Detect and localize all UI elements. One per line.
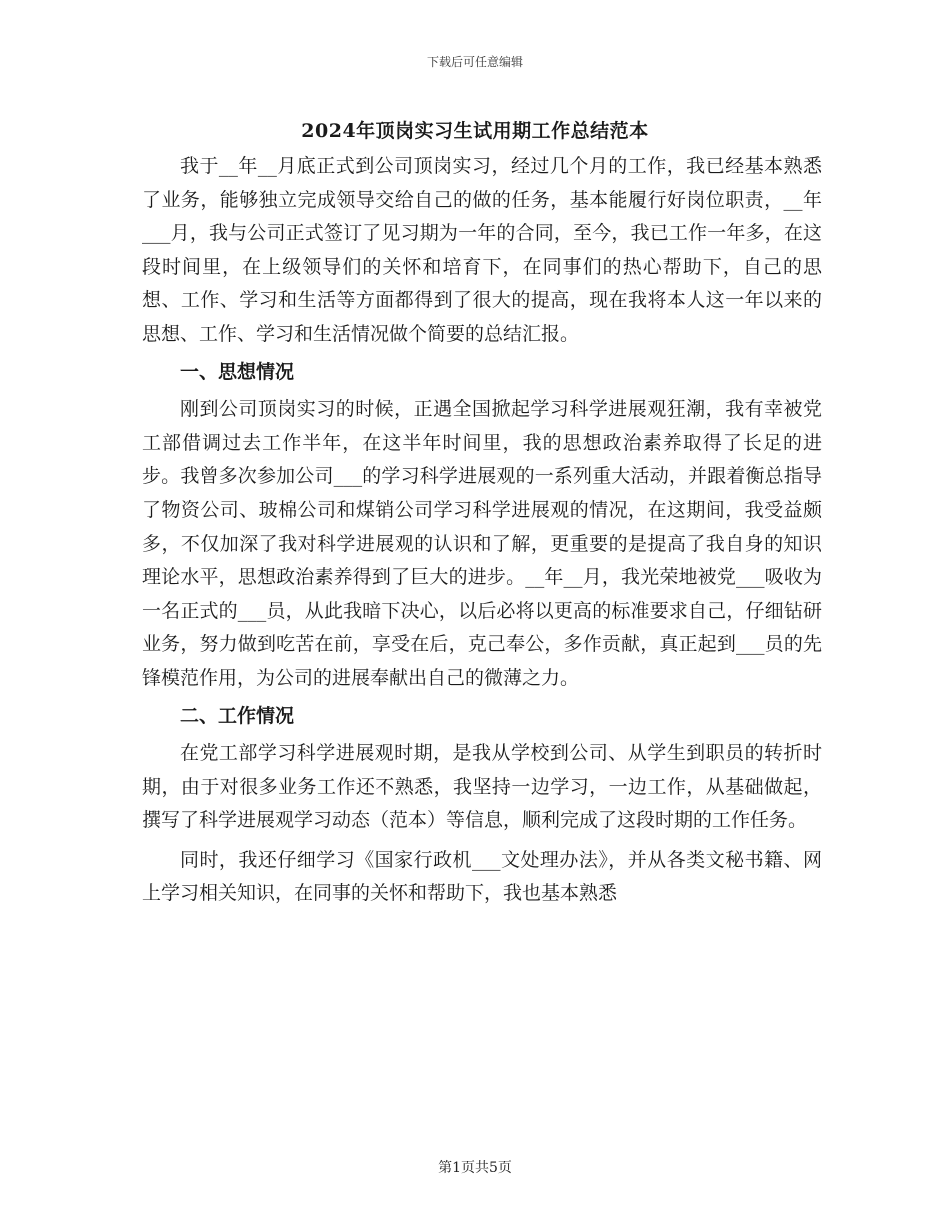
intro-paragraph: 我于__年__月底正式到公司顶岗实习，经过几个月的工作，我已经基本熟悉了业务，能够独立完成领导交给自己的做的任务，基本能履行好岗位职责，__年___月，我与公司正式签订了见习期为一年的合同，至今，我已工作一年多，在这段时间里，在上级领导们的关怀和培育下，在同事们的热心帮助下，自己的思想、工作、学习和生活等方面都得到了很大的提高，现在我将本人这一年以来的思想、工作、学习和生活情况做个简要的总结汇报。 — [142, 155, 822, 345]
work-paragraph-continued: 同时，我还仔细学习《国家行政机___文处理办法》，并从各类文秘书籍、网上学习相关知识，在同事的关怀和帮助下，我也基本熟悉 — [142, 848, 822, 905]
thought-paragraph: 刚到公司顶岗实习的时候，正遇全国掀起学习科学进展观狂潮，我有幸被党工部借调过去工作半年，在这半年时间里，我的思想政治素养取得了长足的进步。我曾多次参加公司___的学习科学进展观的一系列重大活动，并跟着衡总指导了物资公司、玻棉公司和煤销公司学习科学进展观的情况，在这期间，我受益颇多，不仅加深了我对科学进展观的认识和了解，更重要的是提高了我自身的知识理论水平，思想政治素养得到了巨大的进步。__年__月，我光荣地被党___吸收为一名正式的___员，从此我暗下决心，以后必将以更高的标准要求自己，仔细钻研业务，努力做到吃苦在前，享受在后，克己奉公，多作贡献，真正起到___员的先锋模范作用，为公司的进展奉献出自己的微薄之力。 — [142, 398, 822, 689]
page-number: 第1页共5页 — [438, 1160, 512, 1176]
document-body — [142, 150, 822, 911]
page-header-note: 下载后可任意编辑 — [426, 55, 523, 69]
work-paragraph: 在党工部学习科学进展观时期，是我从学校到公司、从学生到职员的转折时期，由于对很多业务工作还不熟悉，我坚持一边学习，一边工作，从基础做起，撰写了科学进展观学习动态（范本）等信息，顺利完成了这段时期的工作任务。 — [142, 742, 822, 832]
document-title: 2024年顶岗实习生试用期工作总结范本 — [301, 120, 649, 142]
section-heading-thought: 一、思想情况 — [180, 360, 295, 383]
section-heading-work: 二、工作情况 — [180, 704, 295, 727]
